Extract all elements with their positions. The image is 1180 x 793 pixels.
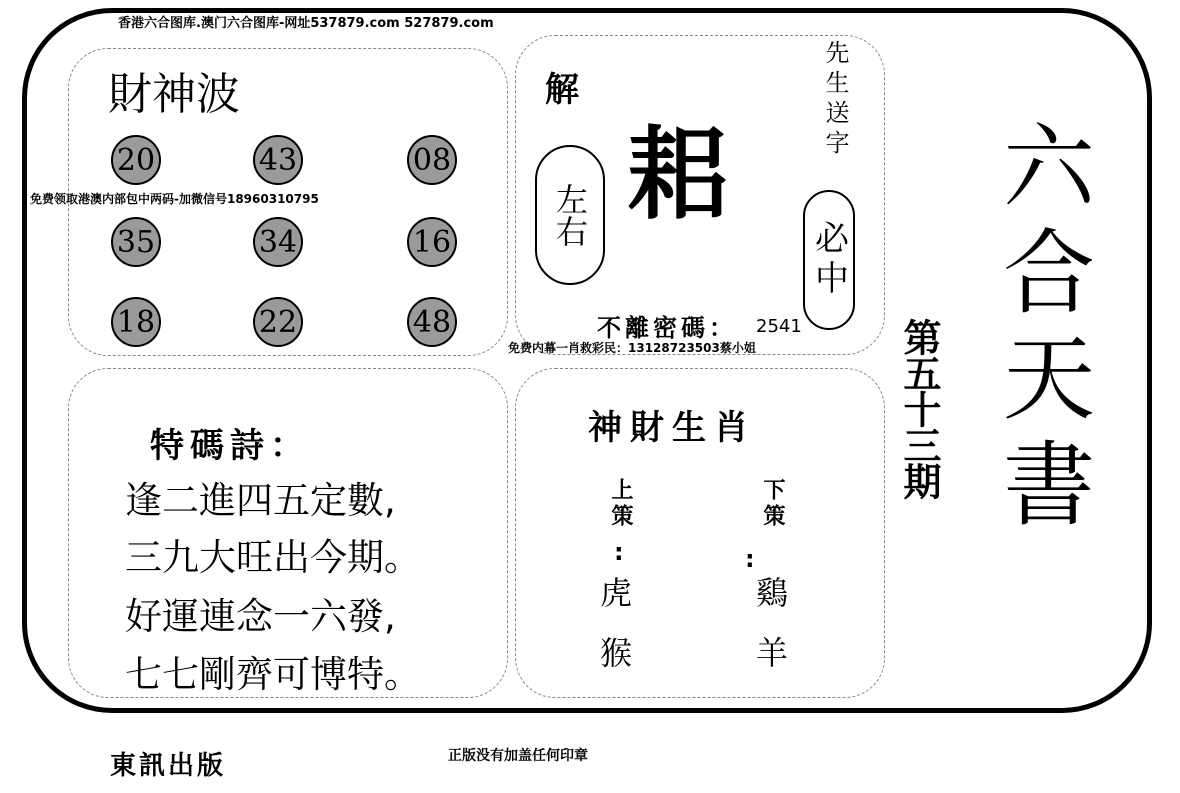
upper-strategy-label: 上策 [608,478,633,530]
riddle-oval [535,145,605,285]
number-ball: 43 [253,135,303,185]
panel-title: 財神波 [108,69,240,120]
number-ball: 22 [253,297,303,347]
main-title: 六合天書 [988,118,1095,542]
upper-colon: : [614,538,624,566]
must-oval [803,190,855,330]
riddle-oval-text: 左右 [551,183,589,247]
upper-zodiac: 猴 [600,634,633,672]
lower-colon: : [745,545,755,573]
zodiac-title: 神財生肖 [588,408,756,448]
code-value: 2541 [756,316,802,337]
number-ball: 08 [407,135,457,185]
poem-title: 特碼詩： [150,426,310,466]
number-ball: 18 [111,297,161,347]
header-banner: 香港六合图库.澳门六合图库-网址537879.com 527879.com [118,16,494,31]
code-label: 不離密碼： [597,314,737,342]
upper-zodiac: 虎 [600,574,633,612]
riddle-label: 解 [545,70,579,110]
number-ball: 35 [111,217,161,267]
number-ball: 48 [407,297,457,347]
lower-zodiac: 羊 [756,634,789,672]
number-ball: 34 [253,217,303,267]
poem-line: 七七剛齊可博特。 [125,653,421,696]
promo-hotline: 免费内幕一肖救彩民：13128723503蔡小姐 [508,341,756,355]
number-ball: 16 [407,217,457,267]
lower-zodiac: 鷄 [756,574,789,612]
poem-line: 三九大旺出今期。 [125,536,421,579]
issue-number: 第五十三期 [897,318,941,498]
gift-text: 先生送字 [821,40,849,160]
lower-strategy-label: 下策 [760,478,785,530]
riddle-character: 耜 [628,116,728,233]
publisher: 東訊出版 [110,751,227,781]
promo-wechat: 免费领取港澳内部包中两码-加微信号18960310795 [30,192,319,206]
poem-line: 好運連念一六發, [125,595,396,638]
must-text: 必中 [808,220,849,300]
number-ball: 20 [111,135,161,185]
poem-line: 逢二進四五定數, [125,479,396,522]
notice: 正版没有加盖任何印章 [448,748,588,764]
